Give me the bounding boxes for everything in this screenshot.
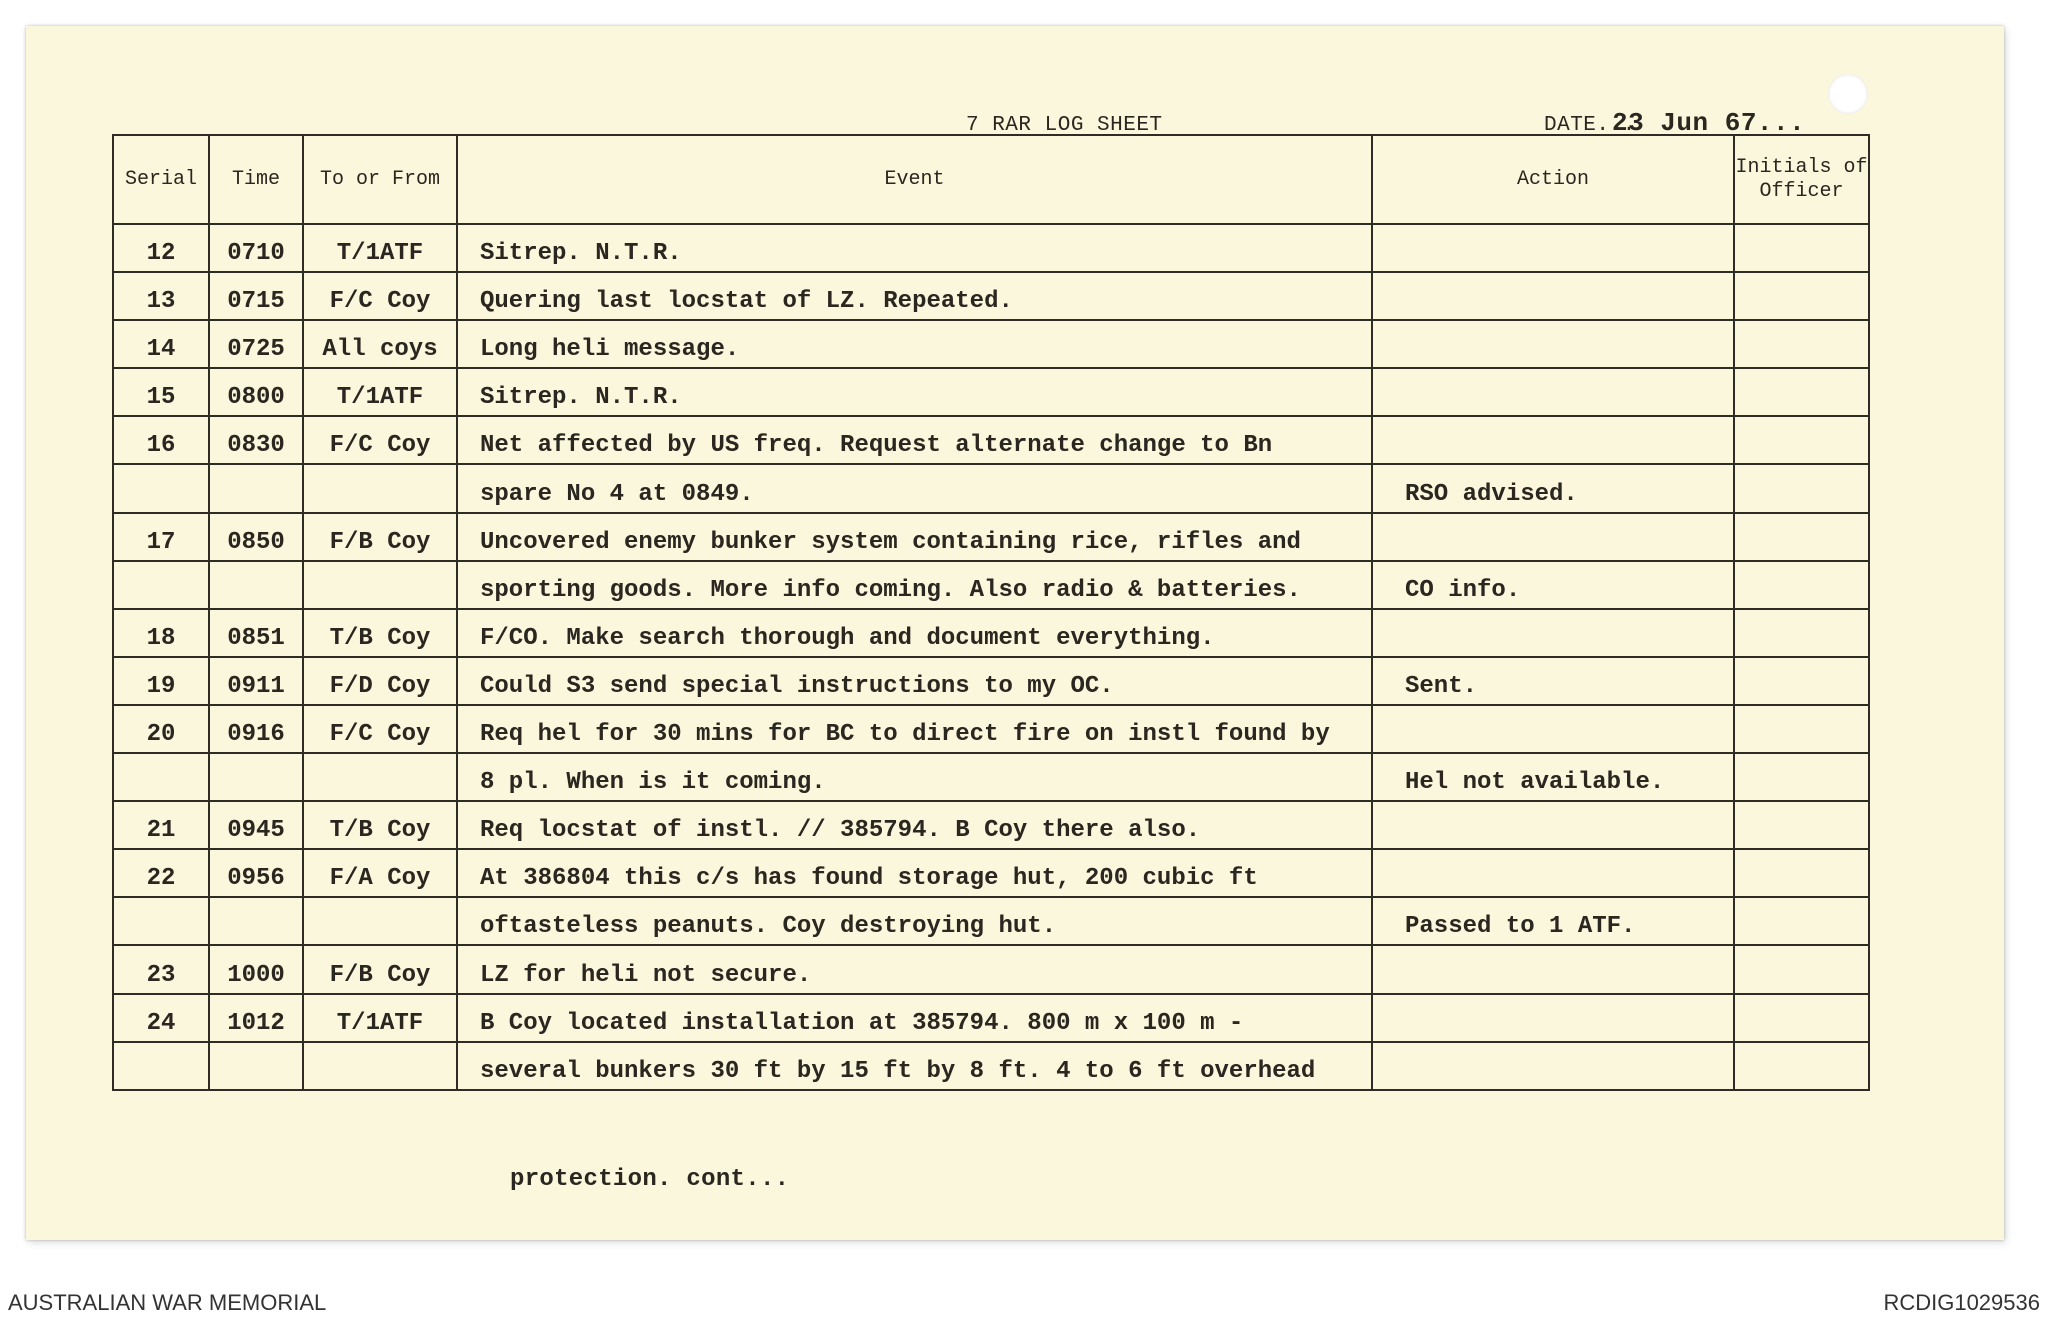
time-cell: 0830 — [210, 417, 304, 463]
event-cell: several bunkers 30 ft by 15 ft by 8 ft. 4 to 6 ft overhead — [458, 1043, 1373, 1089]
to-from-cell: T/1ATF — [304, 369, 458, 415]
action-cell — [1373, 802, 1735, 848]
serial-cell — [114, 1043, 210, 1089]
initials-cell — [1735, 321, 1868, 367]
time-cell: 0911 — [210, 658, 304, 704]
table-body — [114, 225, 1868, 1091]
event-cell: spare No 4 at 0849. — [458, 465, 1373, 511]
initials-cell — [1735, 1043, 1868, 1089]
table-row — [114, 898, 1868, 946]
to-from-cell: F/A Coy — [304, 850, 458, 896]
event-cell: LZ for heli not secure. — [458, 946, 1373, 992]
table-row — [114, 321, 1868, 369]
initials-cell — [1735, 946, 1868, 992]
to-from-cell: F/D Coy — [304, 658, 458, 704]
serial-cell: 19 — [114, 658, 210, 704]
serial-cell: 20 — [114, 706, 210, 752]
header-to-from: To or From — [304, 136, 458, 223]
to-from-cell: F/C Coy — [304, 706, 458, 752]
action-cell: CO info. — [1373, 562, 1735, 608]
serial-cell — [114, 562, 210, 608]
serial-cell: 23 — [114, 946, 210, 992]
serial-cell: 22 — [114, 850, 210, 896]
header-initials: Initials of Officer — [1735, 155, 1868, 203]
table-row — [114, 562, 1868, 610]
table-row — [114, 706, 1868, 754]
time-cell: 0851 — [210, 610, 304, 656]
table-row — [114, 369, 1868, 417]
to-from-cell: All coys — [304, 321, 458, 367]
to-from-cell: F/B Coy — [304, 514, 458, 560]
table-row — [114, 946, 1868, 994]
serial-cell: 17 — [114, 514, 210, 560]
to-from-cell — [304, 754, 458, 800]
serial-cell: 12 — [114, 225, 210, 271]
serial-cell: 13 — [114, 273, 210, 319]
time-cell: 1000 — [210, 946, 304, 992]
initials-cell — [1735, 369, 1868, 415]
punch-hole — [1828, 74, 1868, 114]
log-table — [112, 134, 1870, 1091]
action-cell: Hel not available. — [1373, 754, 1735, 800]
event-cell: Could S3 send special instructions to my OC. — [458, 658, 1373, 704]
table-row — [114, 514, 1868, 562]
time-cell: 0715 — [210, 273, 304, 319]
to-from-cell: F/B Coy — [304, 946, 458, 992]
table-row — [114, 802, 1868, 850]
to-from-cell — [304, 898, 458, 944]
table-row — [114, 658, 1868, 706]
time-cell — [210, 898, 304, 944]
event-cell: F/CO. Make search thorough and document everything. — [458, 610, 1373, 656]
time-cell: 0800 — [210, 369, 304, 415]
action-cell — [1373, 369, 1735, 415]
action-cell: RSO advised. — [1373, 465, 1735, 511]
serial-cell — [114, 898, 210, 944]
serial-cell — [114, 465, 210, 511]
time-cell: 0916 — [210, 706, 304, 752]
action-cell — [1373, 514, 1735, 560]
event-cell: Sitrep. N.T.R. — [458, 369, 1373, 415]
to-from-cell — [304, 562, 458, 608]
table-row — [114, 754, 1868, 802]
sheet-title: 7 RAR LOG SHEET — [966, 114, 1163, 137]
serial-cell: 14 — [114, 321, 210, 367]
initials-cell — [1735, 706, 1868, 752]
table-row — [114, 1043, 1868, 1091]
table-row — [114, 995, 1868, 1043]
serial-cell: 24 — [114, 995, 210, 1041]
initials-cell — [1735, 898, 1868, 944]
event-cell: Uncovered enemy bunker system containing rice, rifles and — [458, 514, 1373, 560]
header-event: Event — [458, 136, 1373, 223]
to-from-cell: F/C Coy — [304, 273, 458, 319]
initials-cell — [1735, 225, 1868, 271]
time-cell: 0945 — [210, 802, 304, 848]
initials-cell — [1735, 417, 1868, 463]
header-time: Time — [210, 136, 304, 223]
initials-cell — [1735, 658, 1868, 704]
action-cell — [1373, 995, 1735, 1041]
event-cell: Sitrep. N.T.R. — [458, 225, 1373, 271]
action-cell — [1373, 273, 1735, 319]
action-cell: Sent. — [1373, 658, 1735, 704]
event-cell: Net affected by US freq. Request alternate change to Bn — [458, 417, 1373, 463]
event-cell: sporting goods. More info coming. Also radio & batteries. — [458, 562, 1373, 608]
table-row — [114, 417, 1868, 465]
action-cell — [1373, 850, 1735, 896]
action-cell — [1373, 321, 1735, 367]
header-action: Action — [1373, 136, 1735, 223]
event-cell: B Coy located installation at 385794. 800 m x 100 m - — [458, 995, 1373, 1041]
action-cell — [1373, 1043, 1735, 1089]
initials-cell — [1735, 465, 1868, 511]
serial-cell: 21 — [114, 802, 210, 848]
time-cell: 0710 — [210, 225, 304, 271]
initials-cell — [1735, 514, 1868, 560]
table-row — [114, 610, 1868, 658]
time-cell: 0850 — [210, 514, 304, 560]
to-from-cell: T/1ATF — [304, 995, 458, 1041]
continuation-text: protection. cont... — [510, 1166, 790, 1193]
footer-catalogue-id: RCDIG1029536 — [1883, 1290, 2040, 1315]
header-serial: Serial — [114, 136, 210, 223]
event-cell: oftasteless peanuts. Coy destroying hut. — [458, 898, 1373, 944]
action-cell: Passed to 1 ATF. — [1373, 898, 1735, 944]
initials-cell — [1735, 273, 1868, 319]
action-cell — [1373, 225, 1735, 271]
serial-cell: 15 — [114, 369, 210, 415]
action-cell — [1373, 946, 1735, 992]
date-label: DATE... — [1544, 114, 1636, 137]
to-from-cell: T/B Coy — [304, 802, 458, 848]
time-cell — [210, 1043, 304, 1089]
to-from-cell: F/C Coy — [304, 417, 458, 463]
action-cell — [1373, 706, 1735, 752]
time-cell — [210, 562, 304, 608]
time-cell — [210, 465, 304, 511]
time-cell — [210, 754, 304, 800]
serial-cell: 16 — [114, 417, 210, 463]
table-header-row — [114, 136, 1868, 225]
table-row — [114, 273, 1868, 321]
serial-cell — [114, 754, 210, 800]
event-cell: Long heli message. — [458, 321, 1373, 367]
time-cell: 0956 — [210, 850, 304, 896]
time-cell: 0725 — [210, 321, 304, 367]
event-cell: At 386804 this c/s has found storage hut, 200 cubic ft — [458, 850, 1373, 896]
event-cell: Req locstat of instl. // 385794. B Coy there also. — [458, 802, 1373, 848]
event-cell: Req hel for 30 mins for BC to direct fire on instl found by — [458, 706, 1373, 752]
initials-cell — [1735, 754, 1868, 800]
date-value: 23 Jun 67... — [1612, 108, 1806, 138]
initials-cell — [1735, 802, 1868, 848]
initials-cell — [1735, 995, 1868, 1041]
initials-cell — [1735, 850, 1868, 896]
action-cell — [1373, 417, 1735, 463]
footer-credit: AUSTRALIAN WAR MEMORIAL — [8, 1290, 327, 1315]
to-from-cell — [304, 1043, 458, 1089]
initials-cell — [1735, 610, 1868, 656]
initials-cell — [1735, 562, 1868, 608]
table-row — [114, 465, 1868, 513]
table-row — [114, 850, 1868, 898]
event-cell: Quering last locstat of LZ. Repeated. — [458, 273, 1373, 319]
to-from-cell: T/1ATF — [304, 225, 458, 271]
table-row — [114, 225, 1868, 273]
action-cell — [1373, 610, 1735, 656]
to-from-cell: T/B Coy — [304, 610, 458, 656]
to-from-cell — [304, 465, 458, 511]
event-cell: 8 pl. When is it coming. — [458, 754, 1373, 800]
time-cell: 1012 — [210, 995, 304, 1041]
serial-cell: 18 — [114, 610, 210, 656]
